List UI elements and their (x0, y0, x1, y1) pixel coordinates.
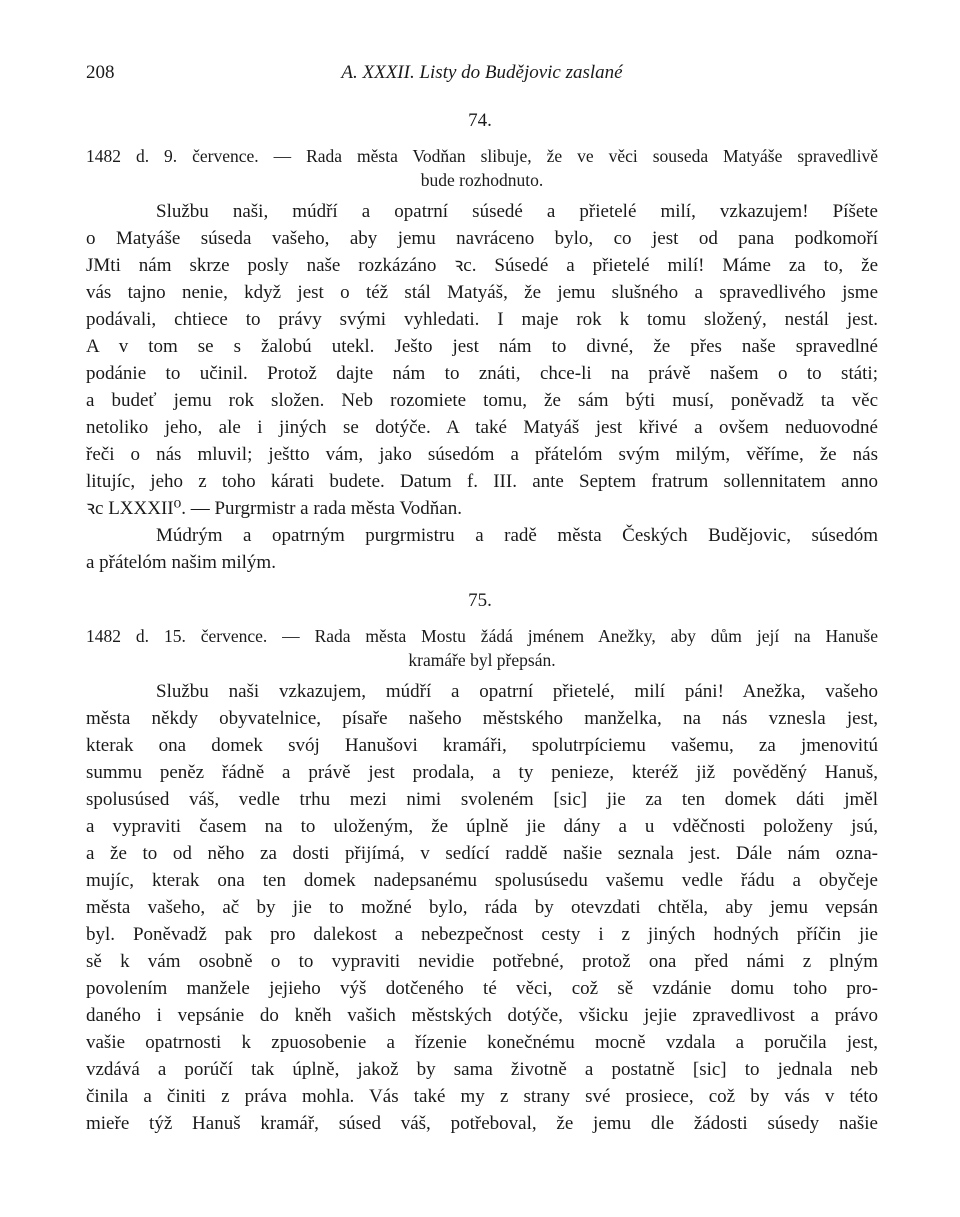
body-line: JMti nám skrze posly naše rozkázáno ꝛc. Súsedé a přietelé milí! Máme za to, že (86, 255, 878, 276)
body-line: vzdává a porúčí tak úplně, jakož by sama životně a postatně [sic] to jednala neb (86, 1059, 878, 1080)
body-line: vás tajno nenie, když jest o též stál Matyáš, že jemu slušného a spravedlivého jsme (86, 282, 878, 303)
body-line: o Matyáše súseda vašeho, aby jemu navráceno bylo, co jest od pana podkomoří (86, 228, 878, 249)
document-number-75: 75. (468, 590, 492, 611)
body-line: Službu naši, múdří a opatrní súsedé a přietelé milí, vzkazujem! Píšete (156, 201, 878, 222)
document-75-heading-line-1: 1482 d. 15. července. — Rada města Mostu žádá jménem Anežky, aby dům její na Hanuše (86, 626, 878, 646)
document-75-body (86, 678, 878, 1137)
running-head-title: A. XXXII. Listy do Budějovic zaslané (341, 62, 623, 83)
body-line: summu peněz řádně a právě jest prodala, a ty penieze, kteréž již pověděný Hanuš, (86, 762, 878, 783)
body-line: města vašeho, ač by jie to možné bylo, ráda by otevzdati chtěla, aby jemu vepsán (86, 897, 878, 918)
body-line: podávali, chtiece to právy svými vyhledati. I maje rok k tomu složený, nestál jest. (86, 309, 878, 330)
body-line: netoliko jeho, ale i jiných se dotýče. A také Matyáš jest křivé a ovšem neduovodné (86, 417, 878, 438)
document-74-heading-line-2: bude rozhodnuto. (420, 170, 544, 190)
body-line: A v tom se s žalobú utekl. Ješto jest nám to divné, že přes naše spravedlné (86, 336, 878, 357)
body-line: byl. Poněvadž pak pro dalekost a nebezpečnost cesty i z jiných hodných příčin jie (86, 924, 878, 945)
body-line: řeči o nás mluvil; ještto vám, jako súsedóm a přátelóm svým milým, věříme, že nás (86, 444, 878, 465)
document-number-74: 74. (468, 110, 492, 131)
body-line: města někdy obyvatelnice, písaře našeho městského manželka, na nás vznesla jest, (86, 708, 878, 729)
address-line: a přátelóm našim milým. (86, 552, 276, 573)
body-line: a vypraviti časem na to uloženým, že úplně jie dány a u vděčnosti položeny jsú, (86, 816, 878, 837)
body-line: litujíc, jeho z toho kárati budete. Datum f. III. ante Septem fratrum sollennitatem anno (86, 471, 878, 492)
document-74-heading-line-1: 1482 d. 9. července. — Rada města Vodňan slibuje, že ve věci souseda Matyáše spravedlivě (86, 146, 878, 166)
page-number: 208 (86, 62, 115, 83)
document-74-heading (86, 144, 878, 192)
body-line: činila a činiti z práva mohla. Vás také my z strany své prosiece, což by vás v této (86, 1086, 878, 1107)
body-line: daného i vepsánie do kněh vašich městských dotýče, všicku jejie zpravedlivost a právo (86, 1005, 878, 1026)
body-line: podánie to učinil. Protož dajte nám to znáti, chce-li na právě našem o to státi; (86, 363, 878, 384)
document-75-heading (86, 624, 878, 672)
body-line: povolením manžele jejieho výš dotčeného té věci, což sě vzdánie domu toho pro- (86, 978, 878, 999)
body-line: vašie opatrnosti k zpuosobenie a řízenie konečnému mocně vzdala a poručila jest, (86, 1032, 878, 1053)
document-75-heading-line-2: kramáře byl přepsán. (408, 650, 556, 670)
body-line: Službu naši vzkazujem, múdří a opatrní přietelé, milí páni! Anežka, vašeho (156, 681, 878, 702)
body-line: a že to od něho za dosti přijímá, v sedící raddě našie seznala jest. Dále nám ozna- (86, 843, 878, 864)
address-line: Múdrým a opatrným purgrmistru a radě města Českých Budějovic, súsedóm (156, 525, 878, 546)
body-line: mieře týž Hanuš kramář, súsed váš, potřeboval, že jemu dle žádosti súsedy našie (86, 1113, 878, 1134)
body-line: mujíc, kterak ona ten domek nadepsanému spolusúsedu vašemu vedle řádu a obyčeje (86, 870, 878, 891)
document-74-body (86, 198, 878, 576)
body-line: ꝛc LXXXII⁰. — Purgrmistr a rada města Vodňan. (86, 498, 462, 519)
body-line: a budeť jemu rok složen. Neb rozomiete tomu, že sám býti musí, poněvadž ta věc (86, 390, 878, 411)
running-head (86, 62, 878, 86)
body-line: kterak ona domek svój Hanušovi kramáři, spolutrpíciemu vašemu, za jmenovitú (86, 735, 878, 756)
body-line: spolusúsed váš, vedle trhu mezi nimi svoleném [sic] jie za ten domek dáti jměl (86, 789, 878, 810)
body-line: sě k vám osobně o to vypraviti nevidie potřebné, protož ona před námi z plným (86, 951, 878, 972)
